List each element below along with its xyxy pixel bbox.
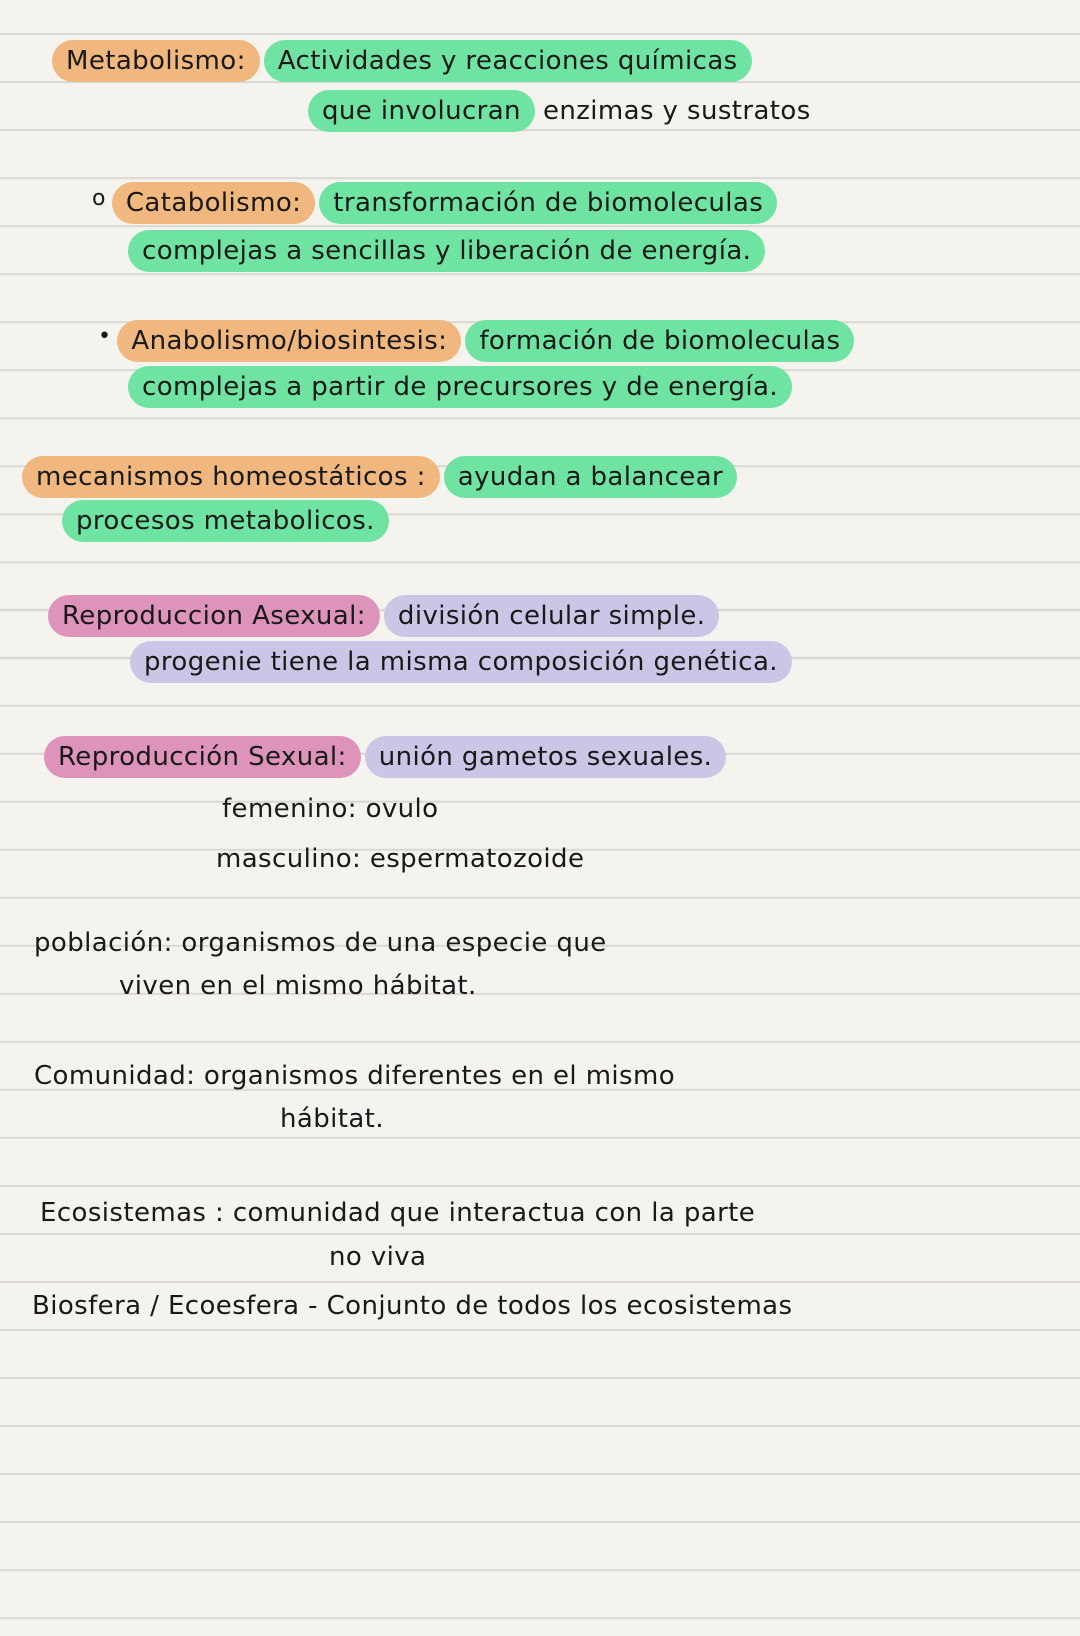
note-text: hábitat. (280, 1104, 384, 1134)
note-text: viven en el mismo hábitat. (119, 971, 477, 1001)
note-line (52, 40, 756, 82)
note-line (48, 595, 723, 637)
term-highlight: Reproduccion Asexual: (48, 595, 380, 637)
definition-highlight: formación de biomoleculas (465, 320, 854, 362)
note-line (98, 320, 858, 362)
note-line (30, 1055, 683, 1097)
note-line (308, 90, 819, 132)
note-line (92, 182, 781, 224)
note-line (276, 1098, 392, 1140)
definition-highlight: que involucran (308, 90, 535, 132)
note-line (30, 922, 615, 964)
term-highlight: Catabolismo: (112, 182, 315, 224)
definition-highlight: transformación de biomoleculas (319, 182, 777, 224)
definition-highlight: procesos metabolicos. (62, 500, 389, 542)
note-text: Biosfera / Ecoesfera - Conjunto de todos los ecosistemas (32, 1291, 793, 1321)
note-text: enzimas y sustratos (542, 96, 811, 126)
term-highlight: Metabolismo: (52, 40, 260, 82)
note-line (62, 500, 393, 542)
definition-highlight: división celular simple. (384, 595, 720, 637)
bullet-marker: o (92, 186, 106, 211)
note-line (128, 366, 796, 408)
definition-highlight: ayudan a balancear (444, 456, 737, 498)
definition-highlight: unión gametos sexuales. (365, 736, 727, 778)
definition-highlight: complejas a partir de precursores y de energía. (128, 366, 792, 408)
note-text: población: organismos de una especie que (34, 928, 607, 958)
note-line (115, 965, 485, 1007)
note-text: Comunidad: organismos diferentes en el mismo (34, 1061, 676, 1091)
definition-highlight: Actividades y reacciones químicas (264, 40, 752, 82)
note-line (212, 838, 592, 880)
note-line (325, 1236, 434, 1278)
note-line (22, 456, 741, 498)
note-line (28, 1285, 800, 1327)
note-text: Ecosistemas : comunidad que interactua con la parte (40, 1198, 756, 1228)
note-line (130, 641, 796, 683)
definition-highlight: complejas a sencillas y liberación de energía. (128, 230, 765, 272)
note-text: masculino: espermatozoide (216, 844, 585, 874)
note-line (218, 788, 447, 830)
note-line (44, 736, 730, 778)
term-highlight: mecanismos homeostáticos : (22, 456, 440, 498)
bullet-marker: • (98, 324, 112, 349)
definition-highlight: progenie tiene la misma composición genética. (130, 641, 792, 683)
term-highlight: Anabolismo/biosintesis: (117, 320, 461, 362)
term-highlight: Reproducción Sexual: (44, 736, 361, 778)
note-text: no viva (329, 1242, 427, 1272)
note-line (36, 1192, 763, 1234)
note-text: femenino: ovulo (222, 794, 439, 824)
note-line (128, 230, 769, 272)
